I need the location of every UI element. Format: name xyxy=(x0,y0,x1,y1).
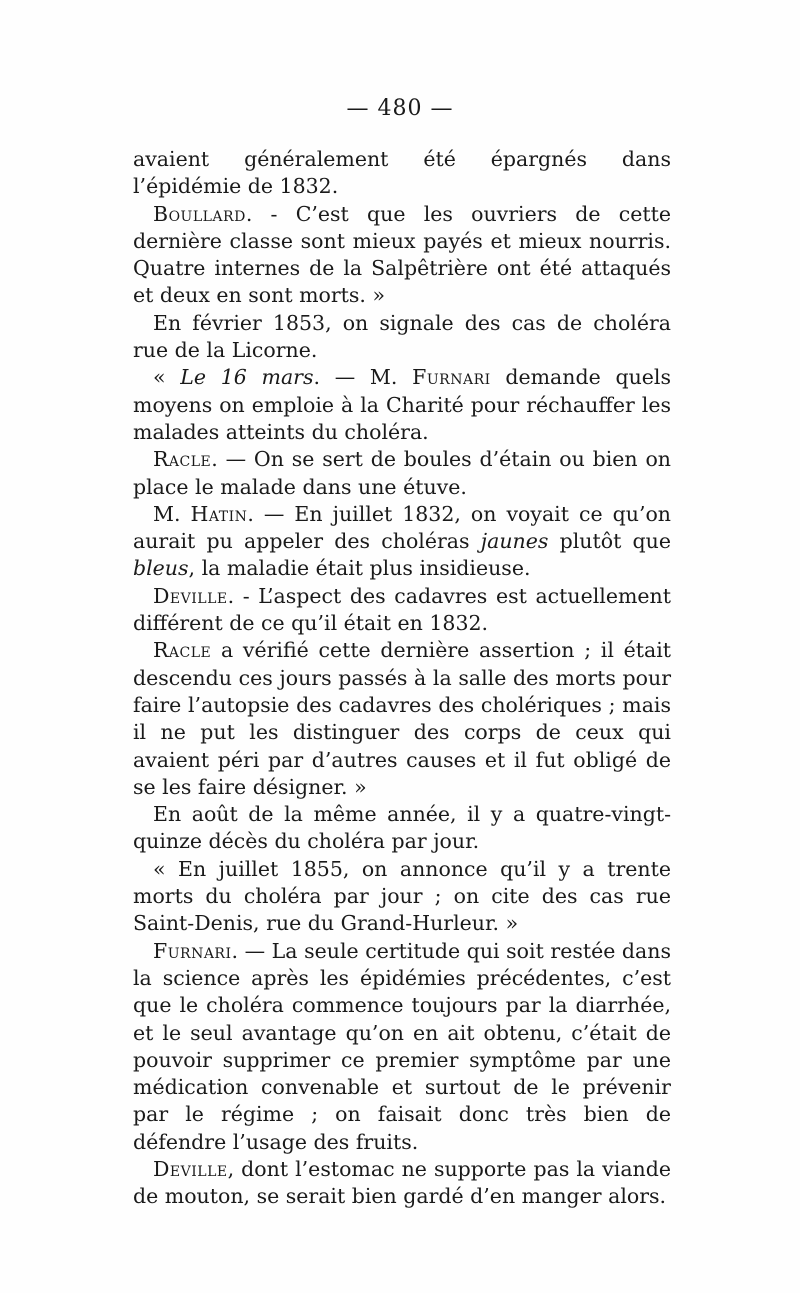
paragraph xyxy=(133,1156,671,1211)
text-run: . - C’est que les ouvriers de cette dernière classe sont mieux payés et mieux nourris. Quatre internes de la Salpêtrière ont été attaqués et deux en sont morts. » xyxy=(133,201,671,308)
paragraph xyxy=(133,501,671,583)
text-run: plutôt que xyxy=(548,529,671,554)
speaker-name: Racle xyxy=(153,447,212,472)
speaker-name: Boullard xyxy=(153,201,246,226)
text-run: . - L’aspect des cadavres est actuellement différent de ce qu’il était en 1832. xyxy=(133,583,671,636)
speaker-name: Deville xyxy=(153,583,228,608)
text-run: « En juillet 1855, on annonce qu’il y a trente morts du choléra par jour ; on cite des cas rue Saint-Denis, rue du Grand-Hurleur. » xyxy=(133,856,671,936)
paragraph xyxy=(133,446,671,501)
paragraph xyxy=(133,310,671,365)
text-run: . — On se sert de boules d’étain ou bien on place le malade dans une étuve. xyxy=(133,447,671,499)
paragraph xyxy=(133,146,671,201)
text-run: , la maladie était plus insidieuse. xyxy=(188,556,531,581)
text-run: M. xyxy=(153,501,191,526)
text-run: . — En juillet 1832, on voyait ce qu’on aurait pu appeler des choléras xyxy=(133,501,671,554)
text-run: demande quels moyens on emploie à la Charité pour réchauffer les malades atteints du choléra. xyxy=(133,365,671,444)
body-text xyxy=(133,146,671,1211)
speaker-name: Furnari xyxy=(153,938,232,963)
text-run: En février 1853, on signale des cas de choléra rue de la Licorne. xyxy=(133,310,671,363)
speaker-name: Furnari xyxy=(412,365,491,390)
text-run: , dont l’estomac ne supporte pas la viande de mouton, se serait bien gardé d’en manger alors. xyxy=(133,1156,671,1209)
speaker-name: Hatin xyxy=(190,501,248,526)
speaker-name: Deville xyxy=(153,1156,228,1181)
paragraph xyxy=(133,637,671,801)
paragraph xyxy=(133,938,671,1156)
text-run: . — La seule certitude qui soit restée dans la science après les épidémies précédentes, c’est que le choléra commence toujours par la diarrhée, et le seul avantage qu’on en ait obtenu, c’était de pouvoir supprimer ce premier symptôme par une médication convenable et surtout de le prévenir par le régime ; on faisait donc très bien de défendre l’usage des fruits. xyxy=(133,938,671,1154)
text-run: En août de la même année, il y a quatre-vingt-quinze décès du choléra par jour. xyxy=(133,802,671,854)
text-run: a vérifié cette dernière assertion ; il était descendu ces jours passés à la salle des morts pour faire l’autopsie des cadavres des cholériques ; mais il ne put les distinguer des corps de ceux qui avaient péri par d’autres causes et il fut obligé de se les faire désigner. » xyxy=(133,638,671,799)
text-run: « xyxy=(153,365,181,390)
text-run: . — M. xyxy=(313,365,413,390)
paragraph xyxy=(133,583,671,638)
paragraph xyxy=(133,201,671,310)
italic-term: bleus xyxy=(133,556,189,581)
italic-term: jaunes xyxy=(480,529,549,554)
page-number: — 480 — xyxy=(346,96,454,121)
speaker-name: Racle xyxy=(153,638,212,663)
date-italic: Le 16 mars xyxy=(180,365,314,390)
text-run: avaient généralement été épargnés dans l’épidémie de 1832. xyxy=(133,147,671,199)
paragraph xyxy=(133,364,671,446)
paragraph xyxy=(133,856,671,938)
paragraph xyxy=(133,801,671,856)
